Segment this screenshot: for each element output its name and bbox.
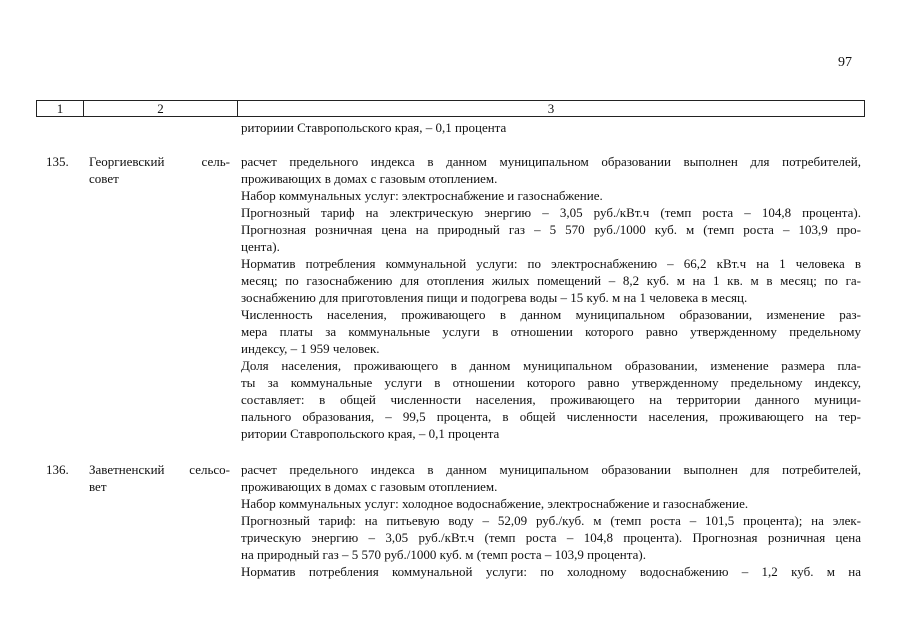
text-line: Прогнозная розничная цена на природный газ – 5 570 руб./1000 куб. м (темп роста – 103,9 про- bbox=[241, 222, 861, 237]
text-line: Норматив потребления коммунальной услуги: по холодному водоснабжению – 1,2 куб. м на bbox=[241, 564, 861, 579]
header-cell-1: 1 bbox=[37, 101, 84, 116]
text-line: трическую энергию – 3,05 руб./кВт.ч (темп роста – 104,8 процента). Прогнозная розничная цена bbox=[241, 530, 861, 545]
page-number: 97 bbox=[838, 55, 852, 70]
text-line: проживающих в домах с газовым отоплением. bbox=[241, 171, 498, 186]
entry-description bbox=[241, 153, 861, 442]
text-line: ты за коммунальные услуги в отношении которого равно утвержденному предельному индексу, bbox=[241, 375, 861, 390]
text-line: проживающих в домах с газовым отоплением. bbox=[241, 479, 498, 494]
text-line: Прогнозный тариф: на питьевую воду – 52,09 руб./куб. м (темп роста – 101,5 процента); на элек- bbox=[241, 513, 861, 528]
table-header-row bbox=[36, 100, 865, 117]
text-line: мера платы за коммунальные услуги в отношении которого равно утвержденному предельному bbox=[241, 324, 861, 339]
entry-description bbox=[241, 461, 861, 580]
carryover-text: риториии Ставропольского края, – 0,1 процента bbox=[241, 120, 507, 135]
text-line: расчет предельного индекса в данном муниципальном образовании выполнен для потребителей, bbox=[241, 462, 861, 477]
text-line: зоснабжению для приготовления пищи и подогрева воды – 15 куб. м на 1 человека в месяц. bbox=[241, 290, 748, 305]
text-line: пального образования, – 99,5 процента, в общей численности населения, проживающего на тер- bbox=[241, 409, 861, 424]
text-line: Прогнозный тариф на электрическую энергию – 3,05 руб./кВт.ч (темп роста – 104,8 процента). bbox=[241, 205, 861, 220]
text-line: Численность населения, проживающего в данном муниципальном образовании, изменение раз- bbox=[241, 307, 861, 322]
entry-number: 136. bbox=[46, 462, 69, 477]
header-cell-2: 2 bbox=[84, 101, 238, 116]
entry-name bbox=[89, 461, 230, 495]
entry-name-line: вет bbox=[89, 479, 107, 494]
entry-name-line: совет bbox=[89, 171, 119, 186]
entry-name bbox=[89, 153, 230, 187]
text-line: составляет: в общей численности населения, проживающего на территории данного муници- bbox=[241, 392, 861, 407]
text-line: Набор коммунальных услуг: холодное водоснабжение, электроснабжение и газоснабжение. bbox=[241, 496, 749, 511]
text-line: месяц; по газоснабжению для отопления жилых помещений – 8,2 куб. м на 1 кв. м в месяц; по га- bbox=[241, 273, 861, 288]
text-line: Норматив потребления коммунальной услуги: по электроснабжению – 66,2 кВт.ч на 1 человека в bbox=[241, 256, 861, 271]
text-line: ритории Ставропольского края, – 0,1 процента bbox=[241, 426, 500, 441]
entry-name-line: Георгиевский сель- bbox=[89, 154, 230, 169]
header-cell-3: 3 bbox=[547, 101, 555, 116]
text-line: индексу, – 1 959 человек. bbox=[241, 341, 380, 356]
text-line: на природный газ – 5 570 руб./1000 куб. м (темп роста – 103,9 процента). bbox=[241, 547, 646, 562]
entry-number: 135. bbox=[46, 154, 69, 169]
text-line: цента). bbox=[241, 239, 280, 254]
text-line: расчет предельного индекса в данном муниципальном образовании выполнен для потребителей, bbox=[241, 154, 861, 169]
text-line: Набор коммунальных услуг: электроснабжение и газоснабжение. bbox=[241, 188, 603, 203]
entry-name-line: Заветненский сельсо- bbox=[89, 462, 230, 477]
text-line: Доля населения, проживающего в данном муниципальном образовании, изменение размера пла- bbox=[241, 358, 861, 373]
